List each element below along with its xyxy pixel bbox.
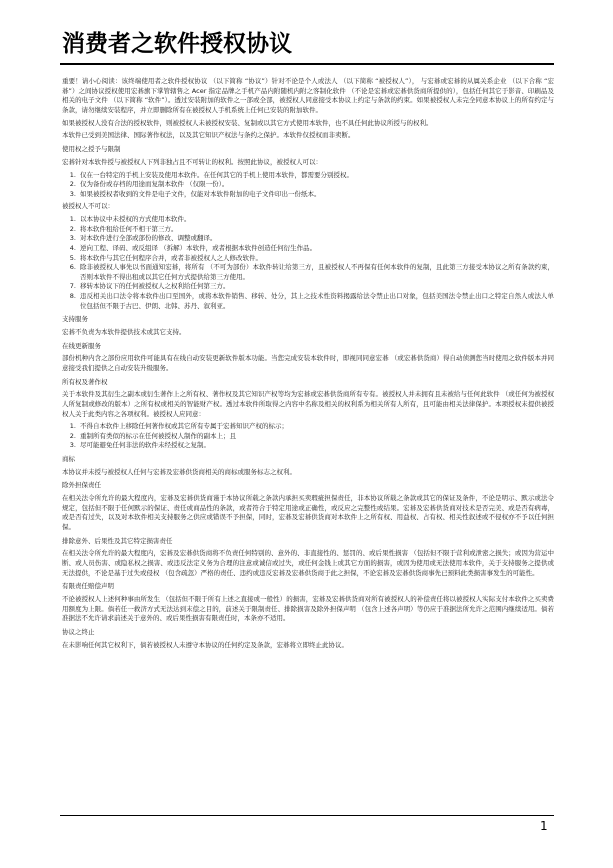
list-item	[62, 263, 554, 282]
list-item-text: 仅为备份或存档的用途而复制本软件 （仅限一份）。	[80, 180, 229, 189]
list-item-text: 重制所有类似的标示在任何被授权人制作的副本上；且	[80, 431, 236, 440]
section-paragraph: 宏碁不负责为本软件提供技术或其它支持。	[62, 327, 186, 336]
intro-paragraph: 本软件已受到美国法律、国际著作权法，以及其它知识产权法与条约之保护。本软件仅授权而非卖断。	[62, 131, 355, 140]
page-title: 消费者之软件授权协议	[62, 31, 292, 57]
list-item-text: 移转本协议下的任何被授权人之权利给任何第三方。	[80, 282, 230, 291]
section-paragraph: 部份机种内含之部份应用软件可能具有在线自动安装更新软件版本功能。当您完成安装本软件时，即视同同意宏碁 （或宏碁供货商）得自动侦测您当时使用之软件版本并同意接受我们提供之自动安装升级服务。	[62, 354, 554, 372]
section-paragraph: 在相关法令所允许的最大程度内，宏碁及宏碁供货商谨于本协议所载之条款内承担买卖瑕疵担保责任，非本协议所载之条款或其它的保证及条件，不论是明示、默示或法令规定，包括但不限于任何默示的保证、责任或商品性的条款，或者符合于特定用途或正确性，或反应之完整性或结果。宏碁及宏碁供货商对技术是否完美、或是否有病毒，或是否有过失，以及对本软件相关支持服务之供应或错误不予担保，同时，宏碁及宏碁供货商对本软件上之所有权、用益权、占有权、相关性叙述或不侵权亦不予以任何担保。	[62, 494, 554, 531]
list-number: 3.	[69, 441, 76, 450]
list-item	[62, 282, 554, 292]
numbered-list	[62, 171, 554, 200]
list-item-text: 逆向工程、译码、或反组译 （拆解）本软件，或者根据本软件创造任何衍生作品。	[80, 244, 317, 253]
section-paragraph: 不论被授权人上述何种事由所发生 （包括但不限于所有上述之直接或一般性）的损害，宏碁及宏碁供货商对所有被授权人的补偿责任将以被授权人实际支付本软件之买卖费用额度为上限。倘若任一救济方式无法达到末偿之目的，前述关于限制责任、排除损害及除外担保声明 （包含上述各声明）等仍应于准据法所允许之范围内继续适用。倘若准据法不允许请求前述关于意外的、或后果性损害有限责任时，本条亦不适用。	[62, 594, 554, 623]
section-lead: 关于本软件及其衍生之副本或衍生著作上之所有权、著作权及其它知识产权等均为宏碁或宏碁供货商所有专有。被授权人并未拥有且未被给与任何此软件 （或任何为被授权人所复制或修改的版本）之所有权或相关的智能财产权。透过本软件所取得之内容中名称及相关的权利系为相关所有人所有，且可能由相关法律保护。本项授权未提供被授权人关于此类内容之各项权利。被授权人应同意：	[62, 390, 554, 418]
list-item-text: 对本软件进行全部或部份的修改、调整或翻译。	[80, 234, 217, 243]
list-number: 1.	[69, 215, 76, 224]
list-item-text: 将本软件与其它任何程序合并，或者非被授权人之人修改软件。	[80, 253, 262, 262]
list-item-text: 尽可能避免任何非法的软件未经授权之复制。	[80, 441, 210, 450]
section-lead: 被授权人不可以：	[62, 202, 114, 211]
section-heading: 有限责任赔偿声明	[62, 582, 114, 591]
list-item	[62, 422, 554, 432]
list-item-text: 仅在一台特定的手机上安装及使用本软件。在任何其它的手机上使用本软件，都需要分别授权。	[80, 170, 353, 179]
list-number: 2.	[69, 431, 76, 440]
section-heading: 使用权之授予与限制	[62, 144, 121, 153]
list-item	[62, 225, 554, 235]
section-heading: 所有权及著作权	[62, 377, 108, 386]
title-underline	[60, 63, 554, 65]
page-number: 1	[540, 819, 548, 833]
section-heading: 商标	[62, 455, 75, 464]
list-number: 7.	[69, 282, 76, 291]
list-item	[62, 171, 554, 181]
list-number: 1.	[69, 170, 76, 179]
numbered-list	[62, 422, 554, 451]
list-number: 4.	[69, 244, 76, 253]
list-item	[62, 254, 554, 264]
list-item-text: 以本协议中未授权的方式使用本软件。	[80, 215, 191, 224]
section-heading: 支持服务	[62, 315, 88, 324]
section-lead: 宏碁针对本软件授与被授权人下列非独占且不可转让的权利。按照此协议，被授权人可以：	[62, 157, 322, 166]
list-number: 6.	[69, 263, 76, 272]
list-item	[62, 215, 554, 225]
list-item	[62, 244, 554, 254]
list-item-text: 不得自本软件上移除任何著作权或其它所有专属于宏碁知识产权的标示；	[80, 422, 288, 431]
list-number: 3.	[69, 189, 76, 198]
section-paragraph: 在未影响任何其它权利下，倘若被授权人未遵守本协议的任何约定及条款，宏碁将立即终止此协议。	[62, 640, 348, 649]
list-number: 2.	[69, 180, 76, 189]
section-heading: 除外担保责任	[62, 481, 101, 490]
list-number: 3.	[69, 234, 76, 243]
footer-rule	[60, 815, 554, 816]
intro-paragraph: 如果被授权人没有合法的授权软件，则被授权人未被授权安装、复制或以其它方式使用本软件，也不具任何此协议所授与的权利。	[62, 118, 433, 127]
list-number: 2.	[69, 224, 76, 233]
list-number: 8.	[69, 292, 76, 300]
section-heading: 协议之终止	[62, 627, 95, 636]
list-item	[62, 190, 554, 200]
list-item-text: 违反相关出口法令将本软件出口至国外，或将本软件销售、移转、处分，其上之技术性资料揭露给法令禁止出口对象，包括美国法令禁止出口之特定自然人或法人单位包括但不限于古巴、伊朗、北韩、苏丹、叙利亚。	[80, 292, 554, 310]
section-paragraph: 在相关法令所允许的最大程度内，宏碁及宏碁供货商将不负责任何特别的、意外的、非直接性的、惩罚的、或后果性损害 （包括但不限于营利或泄密之损失；或因为营运中断、或人员伤害、或隐私权之损害、或违反法定义务为合理的注意或诚信或过失，或任何金钱上或其它方面的损害，或因为使用或无法使用本软件，关于支持服务之提供或无法提供，不论是基于过失或侵权 （包含疏忽）严格的责任、违约或违反宏碁及宏碁供货商于此之担保，不论宏碁及宏碁供货商事先已预料此类损害事发生的可能性。	[62, 549, 554, 577]
list-number: 5.	[69, 253, 76, 262]
list-item-text: 将本软件租给任何不相干第三方。	[80, 224, 178, 233]
section-heading: 在线更新服务	[62, 341, 101, 350]
list-item	[62, 234, 554, 244]
intro-paragraph: 重要！请小心阅读：该终端使用者之软件授权协议 （以下简称 “协议”）针对不论是个人或法人 （以下简称 “被授权人”）， 与宏碁或宏碁的从属关系企业 （以下合称 “宏碁”）之间协议授权使用宏碁旗下掌管辖售之 Acer 指定品牌之手机产品内附随机内附之客制化软件 （不论是宏碁或宏碁供货商所提供的），包括任何其它于影音、印刷品及相关的电子文件 （以下简称 “软件”）。透过安装附加的软件之一部或全部，被授权人同意接受本协议上约定与条款的约束。如果被授权人未完全同意本协议上的所有约定与条款，请勿继续安装程序，并立即删除所有在被授权人手机系统上任何已安装的附加软件。	[62, 77, 554, 114]
list-item	[62, 292, 554, 311]
list-item	[62, 441, 554, 451]
list-number: 1.	[69, 422, 76, 431]
numbered-list	[62, 215, 554, 311]
section-paragraph: 本协议并未授与被授权人任何与宏碁及宏碁供货商相关的商标或服务标志之权利。	[62, 467, 296, 476]
list-item-text: 如果被授权者收到的文件是电子文件，仅能对本软件附加的电子文件印出一份纸本。	[80, 189, 321, 198]
list-item	[62, 180, 554, 190]
list-item-text: 除非被授权人事先以书面通知宏碁，将所有 （不可为部份）本软件转让给第三方，且被授权人不再保有任何本软件的复制，且此第三方接受本协议之所有条款约束，否则本软件不得出租或以其它任何方式提供给第三方使用。	[80, 263, 554, 281]
section-heading: 排除意外、后果性及其它特定损害责任	[62, 536, 173, 545]
agreement-body	[62, 77, 554, 653]
